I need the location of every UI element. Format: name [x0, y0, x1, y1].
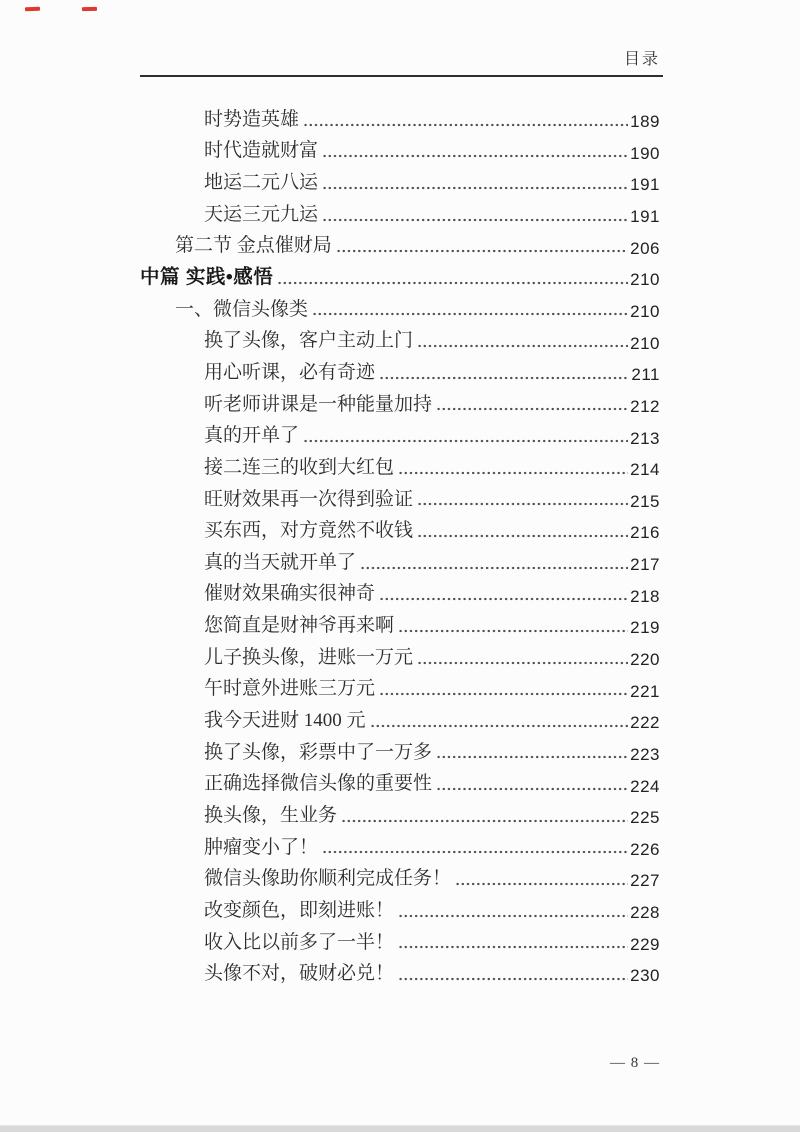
toc-entry-page: 210	[630, 270, 660, 290]
toc-entry-page: 214	[630, 460, 660, 480]
toc-entry	[140, 448, 660, 480]
dot-leader	[303, 437, 628, 445]
toc-entry-page: 211	[631, 365, 660, 385]
dot-leader	[312, 310, 628, 318]
toc-entry	[140, 796, 660, 828]
dot-leader	[322, 184, 628, 192]
page-title: 目录	[623, 51, 660, 68]
dot-leader	[322, 152, 628, 160]
toc-entry-page: 212	[630, 396, 660, 416]
toc-entry-title: 接二连三的收到大红包	[204, 456, 395, 478]
toc-entry	[140, 828, 660, 860]
toc-entry	[140, 416, 660, 448]
toc-entry-title: 旺财效果再一次得到验证	[204, 488, 414, 510]
toc-entry-title: 儿子换头像，进账一万元	[204, 646, 414, 668]
toc-entry-page: 191	[630, 207, 660, 227]
toc-entry-title: 您简直是财神爷再来啊	[204, 615, 395, 637]
toc-entry	[140, 764, 660, 796]
toc-entry-title: 真的开单了	[204, 425, 300, 447]
toc-entry	[140, 954, 660, 986]
toc-entry-page: 206	[630, 238, 660, 258]
toc-entry-page: 216	[630, 523, 660, 543]
toc-entry-title: 催财效果确实很神奇	[204, 583, 376, 605]
toc-entry	[140, 511, 660, 543]
toc-entry	[140, 891, 660, 923]
dot-leader	[370, 722, 629, 730]
toc-entry-title: 地运二元八运	[204, 172, 319, 194]
toc-entry	[140, 923, 660, 955]
toc-entry-page: 210	[630, 333, 660, 353]
toc-entry	[140, 670, 660, 702]
page-number: — 8 —	[610, 1055, 660, 1071]
dot-leader	[398, 469, 628, 477]
toc-list	[140, 100, 660, 986]
toc-entry-page: 219	[630, 618, 660, 638]
dot-leader	[417, 500, 628, 508]
toc-entry	[140, 163, 660, 195]
toc-entry	[140, 733, 660, 765]
toc-entry	[140, 321, 660, 353]
toc-entry-title: 一、微信头像类	[175, 298, 309, 320]
toc-entry	[140, 606, 660, 638]
dot-leader	[398, 912, 628, 920]
toc-entry	[140, 353, 660, 385]
toc-entry	[140, 385, 660, 417]
dot-leader	[360, 564, 628, 572]
toc-entry-title: 时代造就财富	[204, 140, 319, 162]
toc-entry-page: 225	[630, 808, 660, 828]
red-annotation-dash	[82, 7, 97, 11]
toc-entry-title: 换头像，生业务	[204, 804, 338, 826]
toc-entry-page: 210	[630, 301, 660, 321]
toc-entry-page: 226	[630, 839, 660, 859]
dot-leader	[322, 216, 628, 224]
dot-leader	[379, 690, 628, 698]
toc-entry-title: 买东西，对方竟然不收钱	[204, 520, 414, 542]
toc-entry-title: 中篇 实践•感悟	[140, 266, 274, 289]
toc-entry-title: 肿瘤变小了！	[204, 836, 319, 858]
toc-entry-page: 227	[630, 871, 660, 891]
dot-leader	[379, 595, 628, 603]
toc-entry-page: 222	[630, 713, 660, 733]
toc-entry-title: 听老师讲课是一种能量加持	[204, 393, 433, 415]
toc-entry-title: 微信头像助你顺利完成任务！	[204, 868, 452, 890]
dot-leader	[341, 817, 628, 825]
dot-leader	[379, 374, 629, 382]
dot-leader	[417, 532, 628, 540]
header-rule	[140, 75, 663, 77]
dot-leader	[336, 247, 628, 255]
toc-entry-page: 220	[630, 649, 660, 669]
toc-entry-page: 189	[630, 112, 660, 132]
dot-leader	[277, 279, 628, 287]
toc-entry-title: 午时意外进账三万元	[204, 678, 376, 700]
scan-edge	[0, 1125, 800, 1132]
toc-entry-title: 时势造英雄	[204, 108, 300, 130]
dot-leader	[303, 121, 628, 129]
toc-entry-page: 190	[630, 143, 660, 163]
toc-entry	[140, 480, 660, 512]
dot-leader	[436, 753, 628, 761]
toc-entry-title: 头像不对，破财必兑！	[204, 963, 395, 985]
toc-entry-title: 真的当天就开单了	[204, 551, 357, 573]
toc-entry	[140, 227, 660, 259]
dot-leader	[398, 627, 628, 635]
toc-entry-page: 224	[630, 776, 660, 796]
toc-entry	[140, 638, 660, 670]
dot-leader	[417, 659, 628, 667]
toc-entry	[140, 859, 660, 891]
toc-entry	[140, 195, 660, 227]
toc-entry	[140, 575, 660, 607]
toc-entry-page: 223	[630, 744, 660, 764]
toc-entry-page: 213	[630, 428, 660, 448]
toc-entry-page: 191	[630, 175, 660, 195]
dot-leader	[455, 880, 628, 888]
toc-entry-page: 218	[630, 586, 660, 606]
toc-entry-title: 用心听课，必有奇迹	[204, 361, 376, 383]
toc-entry-page: 221	[630, 681, 660, 701]
toc-entry-page: 228	[630, 903, 660, 923]
toc-entry	[140, 100, 660, 132]
toc-entry-title: 改变颜色，即刻进账！	[204, 899, 395, 921]
dot-leader	[398, 943, 628, 951]
toc-entry-title: 换了头像，客户主动上门	[204, 330, 414, 352]
toc-entry	[140, 132, 660, 164]
toc-entry-title: 收入比以前多了一半！	[204, 931, 395, 953]
toc-entry	[140, 543, 660, 575]
toc-entry-title: 天运三元九运	[204, 203, 319, 225]
toc-entry-page: 229	[630, 934, 660, 954]
toc-entry-page: 215	[630, 491, 660, 511]
toc-entry-page: 230	[630, 966, 660, 986]
dot-leader	[417, 342, 628, 350]
red-annotation-dash	[25, 7, 40, 12]
toc-entry-title: 我今天进财 1400 元	[204, 710, 366, 732]
toc-entry-title: 第二节 金点催财局	[175, 235, 332, 257]
toc-entry	[140, 258, 660, 290]
toc-entry	[140, 290, 660, 322]
dot-leader	[322, 848, 628, 856]
toc-entry	[140, 701, 660, 733]
toc-entry-page: 217	[630, 555, 660, 575]
dot-leader	[436, 785, 628, 793]
toc-entry-title: 正确选择微信头像的重要性	[204, 773, 433, 795]
dot-leader	[398, 975, 628, 983]
toc-entry-title: 换了头像，彩票中了一万多	[204, 741, 433, 763]
dot-leader	[436, 405, 628, 413]
